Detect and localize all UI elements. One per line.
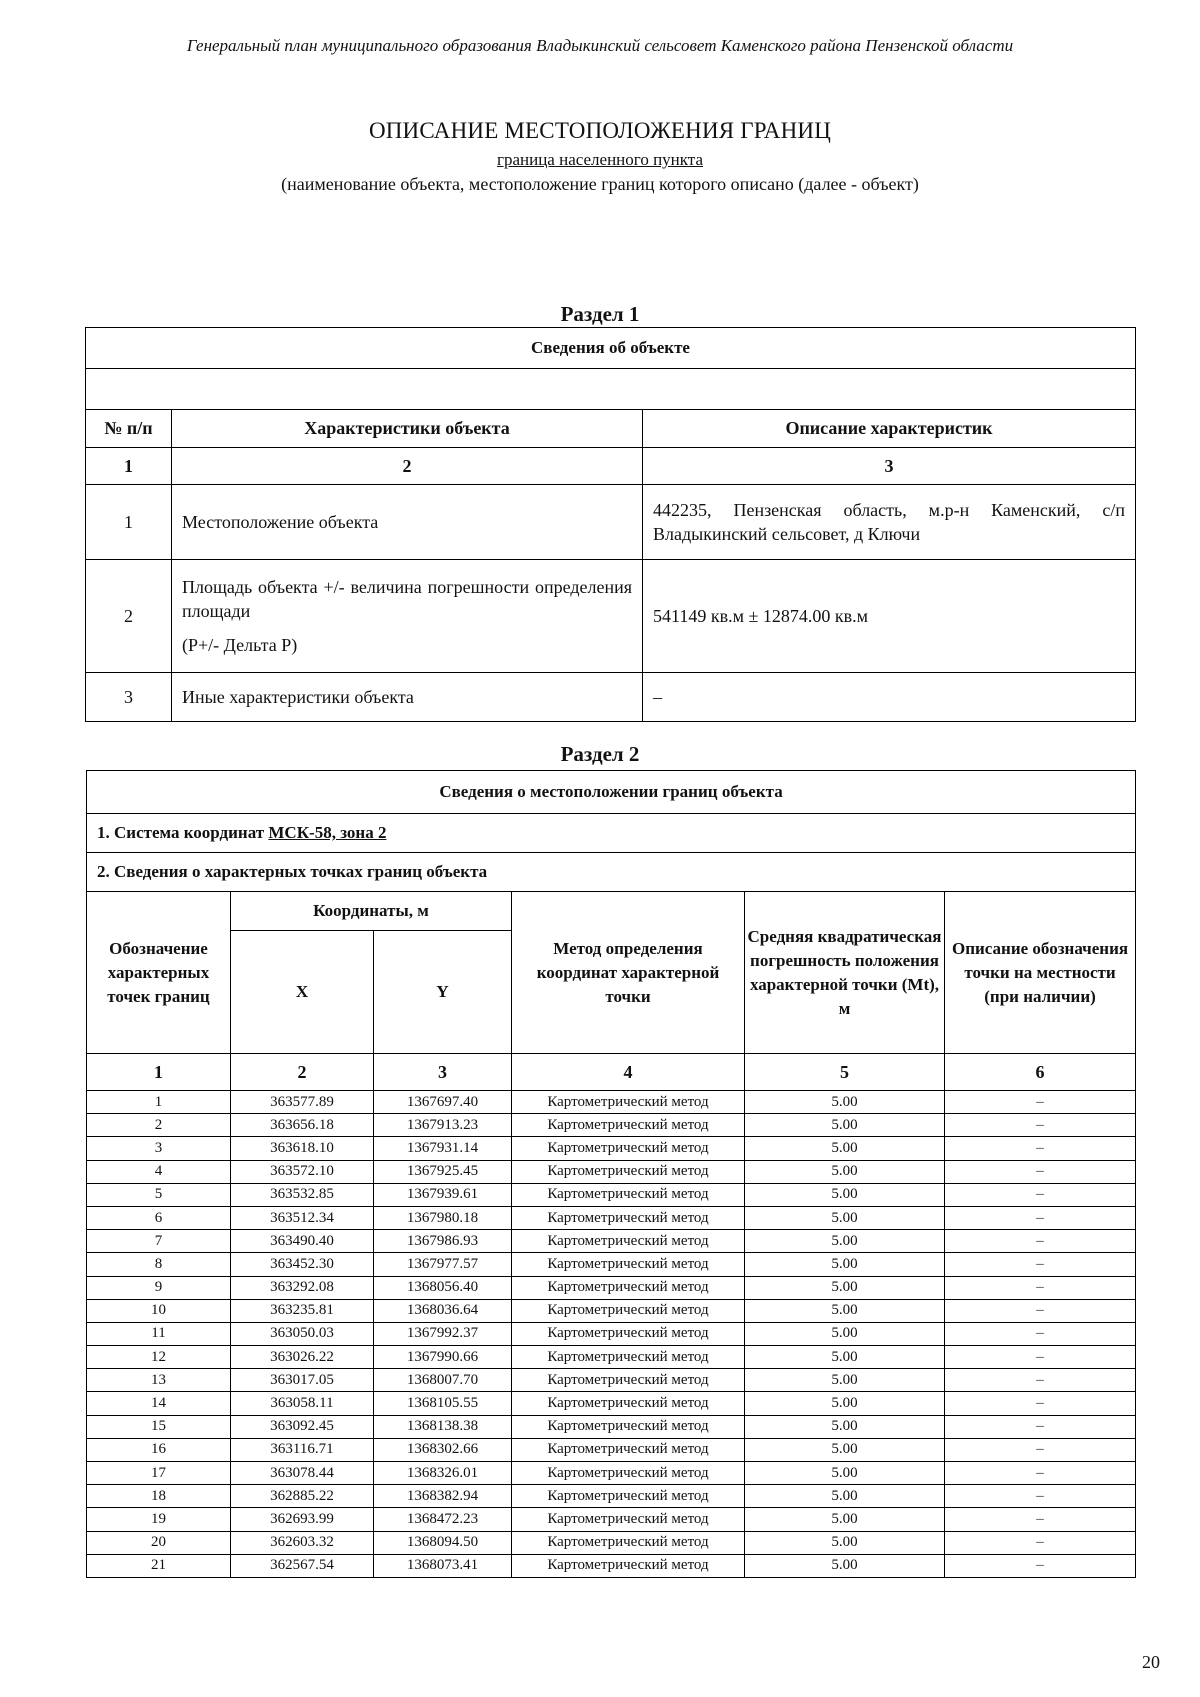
table-row	[87, 1230, 1136, 1253]
point-description: –	[945, 1322, 1136, 1345]
table-row	[87, 1322, 1136, 1345]
point-description: –	[945, 1253, 1136, 1276]
method: Картометрический метод	[512, 1369, 745, 1392]
point-number: 16	[87, 1438, 231, 1461]
point-description: –	[945, 1346, 1136, 1369]
coord-x: 363532.85	[231, 1183, 374, 1206]
coord-x: 363452.30	[231, 1253, 374, 1276]
coord-y: 1367913.23	[374, 1114, 512, 1137]
mean-error: 5.00	[745, 1438, 945, 1461]
column-number: 2	[231, 1054, 374, 1091]
coord-x: 363235.81	[231, 1299, 374, 1322]
point-number: 17	[87, 1462, 231, 1485]
mean-error: 5.00	[745, 1299, 945, 1322]
table-row	[87, 1346, 1136, 1369]
column-header-characteristic: Характеристики объекта	[172, 410, 643, 448]
point-description: –	[945, 1091, 1136, 1114]
mean-error: 5.00	[745, 1183, 945, 1206]
point-number: 15	[87, 1415, 231, 1438]
document-note: (наименование объекта, местоположение границ которого описано (далее - объект)	[281, 174, 919, 194]
coordinate-system-value: МСК-58, зона 2	[268, 823, 387, 842]
point-description: –	[945, 1276, 1136, 1299]
coord-y: 1368073.41	[374, 1554, 512, 1577]
coord-y: 1367931.14	[374, 1137, 512, 1160]
mean-error: 5.00	[745, 1346, 945, 1369]
characteristic-name: Местоположение объекта	[172, 485, 643, 560]
coord-y: 1367697.40	[374, 1091, 512, 1114]
points-label: 2. Сведения о характерных точках границ объекта	[87, 853, 1136, 892]
section1-title: Раздел 1	[560, 302, 640, 326]
coord-y: 1368472.23	[374, 1508, 512, 1531]
point-number: 10	[87, 1299, 231, 1322]
coord-x: 363577.89	[231, 1091, 374, 1114]
coord-y: 1368382.94	[374, 1485, 512, 1508]
method: Картометрический метод	[512, 1322, 745, 1345]
coord-y: 1368302.66	[374, 1438, 512, 1461]
header-y: Y	[374, 931, 512, 1054]
method: Картометрический метод	[512, 1531, 745, 1554]
coord-y: 1368105.55	[374, 1392, 512, 1415]
column-header-description: Описание характеристик	[643, 410, 1136, 448]
column-number: 5	[745, 1054, 945, 1091]
point-description: –	[945, 1554, 1136, 1577]
coord-y: 1367977.57	[374, 1253, 512, 1276]
point-description: –	[945, 1299, 1136, 1322]
point-description: –	[945, 1415, 1136, 1438]
method: Картометрический метод	[512, 1508, 745, 1531]
header-method: Метод определения координат характерной точки	[512, 892, 745, 1054]
point-description: –	[945, 1438, 1136, 1461]
mean-error: 5.00	[745, 1322, 945, 1345]
coord-x: 363116.71	[231, 1438, 374, 1461]
page-number: 20	[1142, 1652, 1160, 1672]
table-row	[87, 1253, 1136, 1276]
table-row	[87, 1462, 1136, 1485]
method: Картометрический метод	[512, 1137, 745, 1160]
coord-y: 1368007.70	[374, 1369, 512, 1392]
table-row	[87, 1160, 1136, 1183]
table-row	[87, 1299, 1136, 1322]
method: Картометрический метод	[512, 1392, 745, 1415]
running-header: Генеральный план муниципального образования Владыкинский сельсовет Каменского района Пензенской области	[186, 36, 1014, 55]
mean-error: 5.00	[745, 1369, 945, 1392]
coord-x: 363078.44	[231, 1462, 374, 1485]
column-header-number: № п/п	[86, 410, 172, 448]
table-row	[87, 1531, 1136, 1554]
point-description: –	[945, 1392, 1136, 1415]
point-number: 4	[87, 1160, 231, 1183]
header-x: X	[231, 931, 374, 1054]
method: Картометрический метод	[512, 1160, 745, 1183]
mean-error: 5.00	[745, 1462, 945, 1485]
method: Картометрический метод	[512, 1253, 745, 1276]
point-number: 9	[87, 1276, 231, 1299]
characteristic-note: (Р+/- Дельта Р)	[182, 635, 298, 655]
point-number: 19	[87, 1508, 231, 1531]
point-description: –	[945, 1160, 1136, 1183]
points-body	[87, 1091, 1136, 1578]
method: Картометрический метод	[512, 1485, 745, 1508]
point-number: 6	[87, 1206, 231, 1229]
table-row	[87, 1508, 1136, 1531]
coord-y: 1367939.61	[374, 1183, 512, 1206]
empty-row	[86, 369, 1136, 410]
table-row	[87, 1091, 1136, 1114]
coord-x: 363490.40	[231, 1230, 374, 1253]
coordinate-system	[87, 814, 1136, 853]
coord-x: 363656.18	[231, 1114, 374, 1137]
point-number: 13	[87, 1369, 231, 1392]
coord-x: 363618.10	[231, 1137, 374, 1160]
mean-error: 5.00	[745, 1137, 945, 1160]
table-row	[87, 1206, 1136, 1229]
coord-x: 363026.22	[231, 1346, 374, 1369]
table-row	[86, 560, 1136, 673]
object-info-table	[85, 327, 1136, 722]
mean-error: 5.00	[745, 1230, 945, 1253]
coord-y: 1368056.40	[374, 1276, 512, 1299]
mean-error: 5.00	[745, 1392, 945, 1415]
mean-error: 5.00	[745, 1160, 945, 1183]
table-row	[87, 1276, 1136, 1299]
point-number: 14	[87, 1392, 231, 1415]
method: Картометрический метод	[512, 1091, 745, 1114]
coord-x: 362693.99	[231, 1508, 374, 1531]
mean-error: 5.00	[745, 1415, 945, 1438]
point-description: –	[945, 1462, 1136, 1485]
coord-y: 1367980.18	[374, 1206, 512, 1229]
header-point: Обозначение характерных точек границ	[87, 892, 231, 1054]
point-description: –	[945, 1230, 1136, 1253]
coord-x: 362885.22	[231, 1485, 374, 1508]
point-number: 12	[87, 1346, 231, 1369]
mean-error: 5.00	[745, 1508, 945, 1531]
mean-error: 5.00	[745, 1206, 945, 1229]
method: Картометрический метод	[512, 1346, 745, 1369]
table-row	[87, 1369, 1136, 1392]
document-subtitle: граница населенного пункта	[497, 150, 703, 169]
point-number: 21	[87, 1554, 231, 1577]
point-description: –	[945, 1137, 1136, 1160]
column-number: 1	[86, 448, 172, 485]
method: Картометрический метод	[512, 1438, 745, 1461]
point-number: 8	[87, 1253, 231, 1276]
characteristic-cell	[172, 560, 643, 673]
method: Картометрический метод	[512, 1276, 745, 1299]
boundary-points-table	[86, 770, 1136, 1578]
coord-x: 363058.11	[231, 1392, 374, 1415]
characteristic-value: 541149 кв.м ± 12874.00 кв.м	[643, 560, 1136, 673]
section1-banner: Сведения об объекте	[86, 328, 1136, 369]
point-number: 5	[87, 1183, 231, 1206]
mean-error: 5.00	[745, 1485, 945, 1508]
characteristic-value: 442235, Пензенская область, м.р-н Каменский, с/п Владыкинский сельсовет, д Ключи	[643, 485, 1136, 560]
coord-y: 1367925.45	[374, 1160, 512, 1183]
mean-error: 5.00	[745, 1091, 945, 1114]
coord-x: 363092.45	[231, 1415, 374, 1438]
row-number: 3	[86, 673, 172, 722]
table-row	[87, 1183, 1136, 1206]
point-description: –	[945, 1183, 1136, 1206]
table-row	[87, 1137, 1136, 1160]
table-row	[86, 485, 1136, 560]
point-description: –	[945, 1531, 1136, 1554]
method: Картометрический метод	[512, 1554, 745, 1577]
point-number: 2	[87, 1114, 231, 1137]
table-row	[87, 1485, 1136, 1508]
characteristic-value: –	[643, 673, 1136, 722]
point-description: –	[945, 1206, 1136, 1229]
point-description: –	[945, 1485, 1136, 1508]
coord-x: 363050.03	[231, 1322, 374, 1345]
point-number: 20	[87, 1531, 231, 1554]
mean-error: 5.00	[745, 1253, 945, 1276]
coord-x: 362567.54	[231, 1554, 374, 1577]
mean-error: 5.00	[745, 1531, 945, 1554]
coord-y: 1367986.93	[374, 1230, 512, 1253]
table-row	[87, 1114, 1136, 1137]
table-row	[86, 673, 1136, 722]
mean-error: 5.00	[745, 1114, 945, 1137]
coord-y: 1368094.50	[374, 1531, 512, 1554]
method: Картометрический метод	[512, 1230, 745, 1253]
point-description: –	[945, 1114, 1136, 1137]
table-row	[87, 1438, 1136, 1461]
coord-y: 1368036.64	[374, 1299, 512, 1322]
method: Картометрический метод	[512, 1415, 745, 1438]
method: Картометрический метод	[512, 1183, 745, 1206]
point-number: 1	[87, 1091, 231, 1114]
point-number: 18	[87, 1485, 231, 1508]
column-number: 3	[643, 448, 1136, 485]
point-number: 7	[87, 1230, 231, 1253]
column-number: 6	[945, 1054, 1136, 1091]
point-number: 3	[87, 1137, 231, 1160]
point-description: –	[945, 1508, 1136, 1531]
table-row	[87, 1392, 1136, 1415]
coord-x: 363017.05	[231, 1369, 374, 1392]
header-coords: Координаты, м	[231, 892, 512, 931]
row-number: 1	[86, 485, 172, 560]
coordinate-system-label: 1. Система координат	[97, 823, 269, 842]
method: Картометрический метод	[512, 1206, 745, 1229]
coord-y: 1367990.66	[374, 1346, 512, 1369]
mean-error: 5.00	[745, 1276, 945, 1299]
coord-y: 1368326.01	[374, 1462, 512, 1485]
coord-x: 362603.32	[231, 1531, 374, 1554]
section2-title: Раздел 2	[560, 742, 640, 766]
mean-error: 5.00	[745, 1554, 945, 1577]
column-number: 4	[512, 1054, 745, 1091]
coord-x: 363512.34	[231, 1206, 374, 1229]
column-number: 1	[87, 1054, 231, 1091]
coord-y: 1367992.37	[374, 1322, 512, 1345]
section2-banner: Сведения о местоположении границ объекта	[87, 771, 1136, 814]
characteristic-name: Иные характеристики объекта	[172, 673, 643, 722]
table-row	[87, 1415, 1136, 1438]
coord-x: 363292.08	[231, 1276, 374, 1299]
method: Картометрический метод	[512, 1114, 745, 1137]
header-error: Средняя квадратическая погрешность положения характерной точки (Mt), м	[745, 892, 945, 1054]
method: Картометрический метод	[512, 1462, 745, 1485]
characteristic-name: Площадь объекта +/- величина погрешности определения площади	[182, 577, 632, 621]
method: Картометрический метод	[512, 1299, 745, 1322]
coord-y: 1368138.38	[374, 1415, 512, 1438]
column-number: 2	[172, 448, 643, 485]
table-row	[87, 1554, 1136, 1577]
document-title: ОПИСАНИЕ МЕСТОПОЛОЖЕНИЯ ГРАНИЦ	[368, 118, 832, 143]
point-number: 11	[87, 1322, 231, 1345]
point-description: –	[945, 1369, 1136, 1392]
header-description: Описание обозначения точки на местности (при наличии)	[945, 892, 1136, 1054]
coord-x: 363572.10	[231, 1160, 374, 1183]
row-number: 2	[86, 560, 172, 673]
column-number: 3	[374, 1054, 512, 1091]
